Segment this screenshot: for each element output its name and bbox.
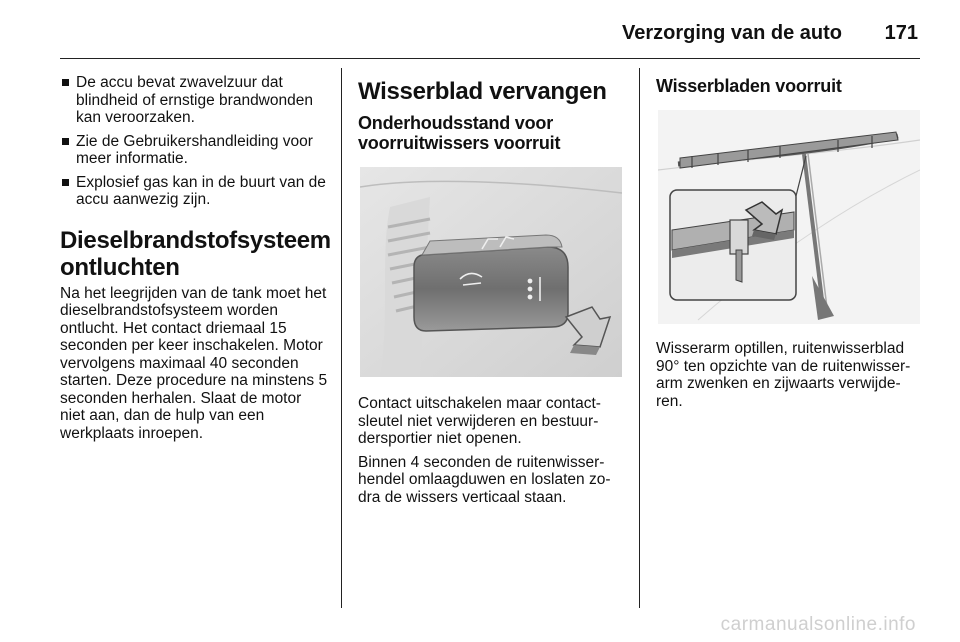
bullet-item: De accu bevat zwavelzuur dat blindheid of ernstige brandwonden kan veroorzaken. <box>60 74 328 127</box>
watermark-text: carmanualsonline.info <box>720 614 916 635</box>
wiper-blade-illustration <box>658 110 920 324</box>
paragraph-diesel: Na het leegrijden van de tank moet het dieselbrandstofsysteem worden ontlucht. Het contact driemaal 15 seconden per keer inschakelen. Motor vervolgens maximaal 40 seconden starten. Deze procedure na minstens 5 seconden herhalen. Slaat de motor niet aan, dan de hulp van een werkplaats inroepen. <box>60 284 328 442</box>
subheading-windshield-blades: Wisserbladen voorruit <box>656 76 842 96</box>
subheading-service-position: Onderhoudsstand voor voorruitwissers voorruit <box>358 113 561 153</box>
column-divider <box>639 68 640 608</box>
paragraph-wiper-arm: Wisserarm optillen, ruitenwisserblad 90° ten opzichte van de ruitenwisser-arm zwenken en zijwaarts verwijde-ren. <box>656 340 911 410</box>
heading-diesel: Dieselbrandstofsysteem ontluchten <box>60 226 331 281</box>
section-title: Verzorging van de auto <box>621 22 842 44</box>
column-divider <box>341 68 342 608</box>
paragraph-wiper-lever: Binnen 4 seconden de ruitenwisser-hendel omlaagduwen en loslaten zo-dra de wissers verticaal staan. <box>358 453 611 506</box>
column-left <box>60 74 331 448</box>
paragraph-ignition: Contact uitschakelen maar contact-sleutel niet verwijderen en bestuur-dersportier niet openen. <box>358 395 601 447</box>
bullet-item: Zie de Gebruikershandleiding voor meer informatie. <box>60 133 328 168</box>
bullet-square-icon <box>62 138 69 145</box>
bullet-item: Explosief gas kan in de buurt van de accu aanwezig zijn. <box>60 174 328 209</box>
heading-wiper-replace: Wisserblad vervangen <box>358 78 607 105</box>
wiper-stalk-illustration <box>360 167 622 377</box>
page-number: 171 <box>884 22 918 44</box>
page-header <box>60 14 920 59</box>
column-middle <box>358 74 622 512</box>
bullet-square-icon <box>62 179 69 186</box>
column-right <box>656 74 926 416</box>
bullet-square-icon <box>62 79 69 86</box>
